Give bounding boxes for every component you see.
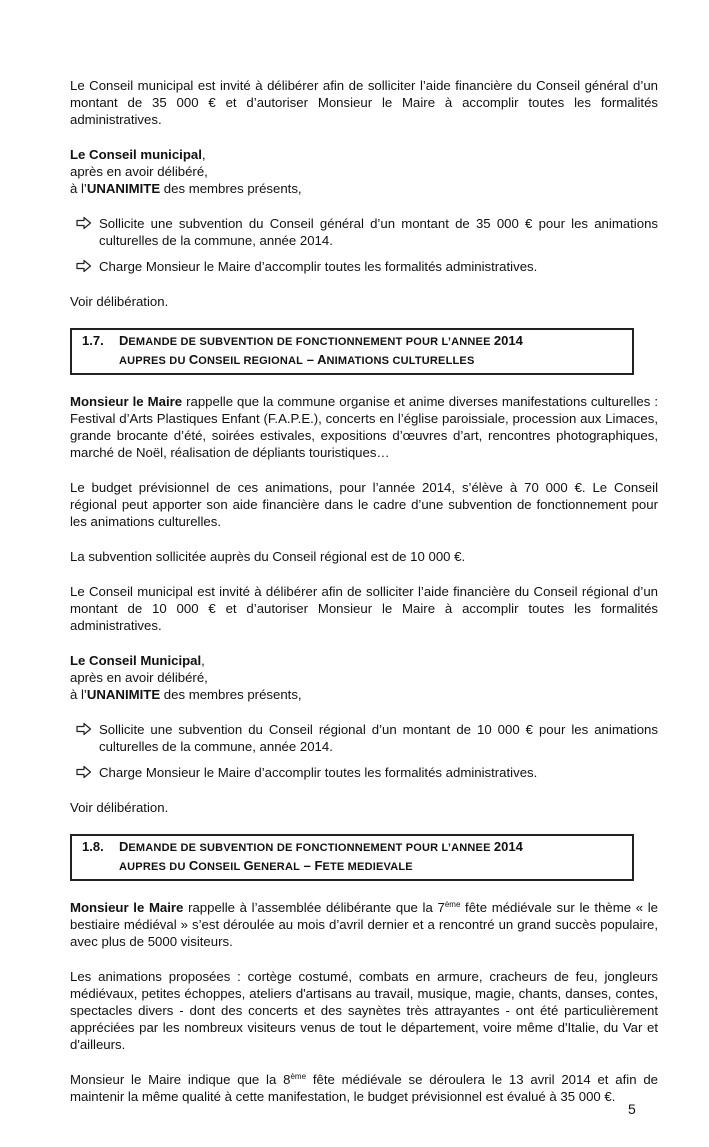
decision-heading: Le Conseil Municipal,	[70, 653, 205, 668]
arrow-right-outline-icon	[76, 722, 92, 736]
voir-deliberation: Voir délibération.	[70, 294, 169, 309]
section-title-line2: AUPRES DU CONSEIL REGIONAL – ANIMATIONS CULTURELLES	[119, 352, 475, 367]
arrow-right-outline-icon	[76, 216, 92, 230]
paragraph-animations-proposees: Les animations proposées : cortège costumé, combats en armure, cracheurs de feu, jongleurs médiévaux, petites échoppes, ateliers d'artisans au travail, musique, magie, chants, danses, contes, spectacles divers - dont des concerts et des saynètes très attrayantes - ont été particulièrement appréciées par les nombreux visiteurs venus de tout le département, voire même d'Italie, du Var et d'ailleurs.	[70, 969, 658, 1052]
decision-heading: Le Conseil municipal,	[70, 147, 206, 162]
paragraph-subvention-regional: La subvention sollicitée auprès du Conseil régional est de 10 000 €.	[70, 549, 466, 564]
voir-deliberation: Voir délibération.	[70, 800, 169, 815]
page-number: 5	[628, 1101, 636, 1117]
section-title-line1: 1.8. DEMANDE DE SUBVENTION DE FONCTIONNEMENT POUR L’ANNEE 2014	[82, 839, 523, 854]
section-title-line1: 1.7. DEMANDE DE SUBVENTION DE FONCTIONNEMENT POUR L’ANNEE 2014	[82, 333, 523, 348]
paragraph-invite-conseil-general: Le Conseil municipal est invité à délibérer afin de solliciter l’aide financière du Conseil général d’un montant de 35 000 € et d’autoriser Monsieur le Maire à accomplir toutes les formalités administratives.	[70, 78, 658, 127]
document-body	[70, 77, 658, 1105]
paragraph-fete-medievale-8: Monsieur le Maire indique que la 8ème fête médiévale se déroulera le 13 avril 2014 et afin de maintenir la même qualité à cette manifestation, le budget prévisionnel est évalué à 35 000 €.	[70, 1072, 659, 1104]
unanimite-label: UNANIMITE	[86, 181, 161, 196]
decision-deliberated: après en avoir délibéré,	[70, 164, 208, 179]
decision-subject: Le Conseil Municipal	[70, 653, 202, 668]
bullet-item: Charge Monsieur le Maire d’accomplir toutes les formalités administratives.	[70, 258, 658, 275]
decision-deliberated: après en avoir délibéré,	[70, 670, 208, 685]
paragraph-manifestations: Monsieur le Maire rappelle que la commune organise et anime diverses manifestations culturelles : Festival d’Arts Plastiques Enfant (F.A.P.E.), concerts en l’église paroissiale, procession aux Limaces, grande brocante d’été, soirées estivales, expositions d’œuvres d’art, rencontres photographiques, marché de Noël, réalisation de dépliants touristiques…	[70, 394, 658, 460]
bullet-item: Sollicite une subvention du Conseil régional d’un montant de 10 000 € pour les animations culturelles de la commune, année 2014.	[70, 721, 658, 755]
section-number: 1.8.	[82, 839, 104, 854]
section-number: 1.7.	[82, 333, 104, 348]
paragraph-budget-2014: Le budget prévisionnel de ces animations, pour l’année 2014, s’élève à 70 000 €. Le Conseil régional peut apporter son aide financière dans le cadre d’une subvention de fonctionnement pour les animations culturelles.	[70, 480, 658, 529]
unanimite-label: UNANIMITE	[86, 687, 161, 702]
bullet-item: Sollicite une subvention du Conseil général d’un montant de 35 000 € pour les animations culturelles de la commune, année 2014.	[70, 215, 658, 249]
paragraph-invite-conseil-regional: Le Conseil municipal est invité à délibérer afin de solliciter l’aide financière du Conseil régional d’un montant de 10 000 € et d’autoriser Monsieur le Maire à accomplir toutes les formalités administratives.	[70, 584, 658, 633]
section-title-line2: AUPRES DU CONSEIL GENERAL – FETE MEDIEVALE	[119, 858, 413, 873]
decision-block-1	[70, 146, 658, 197]
paragraph-fete-medievale-7: Monsieur le Maire rappelle à l’assemblée délibérante que la 7ème fête médiévale sur le thème « le bestiaire médiéval » s’est déroulée au mois d’avril dernier et a rencontré un grand succès populaire, avec plus de 5000 visiteurs.	[70, 900, 658, 949]
arrow-right-outline-icon	[76, 765, 92, 779]
section-heading-1-8	[70, 834, 634, 881]
decision-block-2	[70, 652, 658, 703]
decision-vote: à l’UNANIMITE des membres présents,	[70, 687, 302, 702]
arrow-right-outline-icon	[76, 259, 92, 273]
bullet-item: Charge Monsieur le Maire d’accomplir toutes les formalités administratives.	[70, 764, 658, 781]
decision-vote: à l’UNANIMITE des membres présents,	[70, 181, 302, 196]
section-heading-1-7	[70, 328, 634, 375]
decision-subject: Le Conseil municipal	[70, 147, 202, 162]
